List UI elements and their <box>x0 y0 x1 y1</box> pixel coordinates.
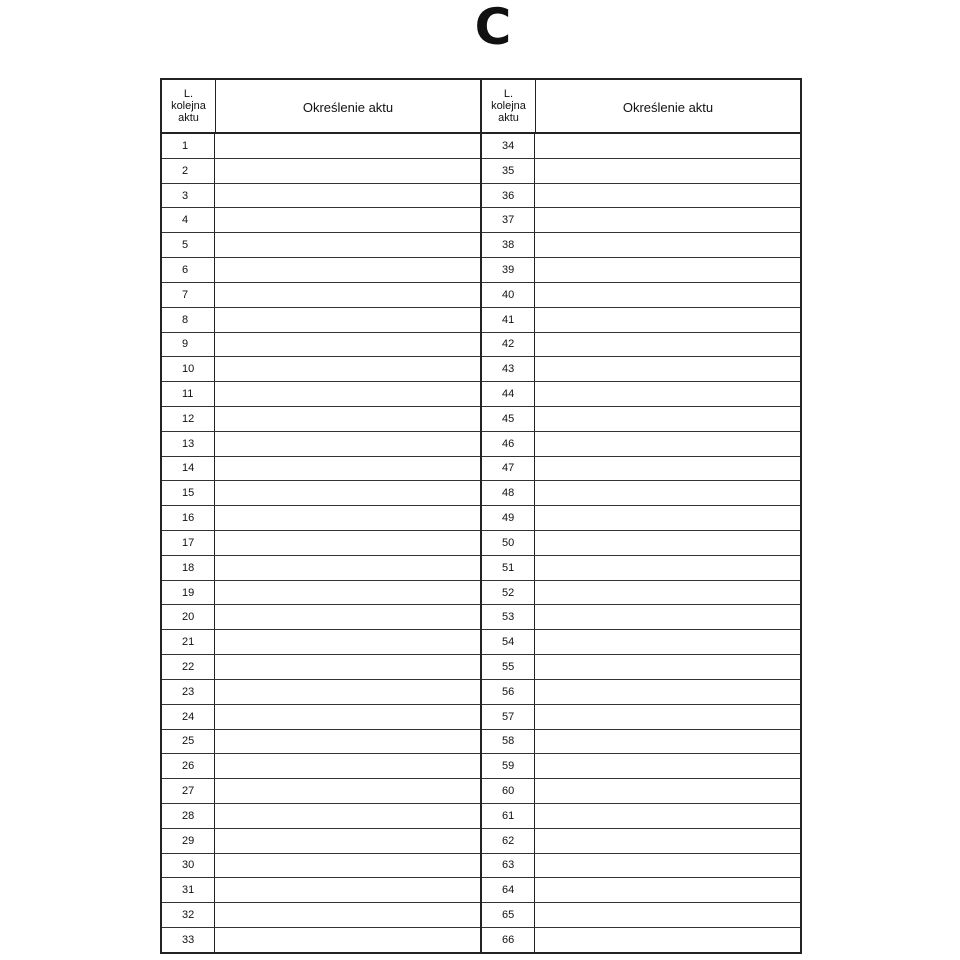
act-description-cell[interactable] <box>215 159 480 183</box>
act-description-cell[interactable] <box>535 357 800 381</box>
table-row <box>162 233 480 258</box>
act-number: 41 <box>482 308 535 332</box>
table-row <box>162 506 480 531</box>
table-row <box>162 680 480 705</box>
table-row <box>482 159 800 184</box>
act-description-cell[interactable] <box>215 928 480 952</box>
header-act-number <box>482 80 536 132</box>
act-description-cell[interactable] <box>535 531 800 555</box>
act-number: 25 <box>162 730 215 754</box>
table-row <box>162 333 480 358</box>
act-number: 16 <box>162 506 215 530</box>
act-number: 35 <box>482 159 535 183</box>
act-number: 61 <box>482 804 535 828</box>
act-number: 43 <box>482 357 535 381</box>
table-row <box>162 357 480 382</box>
act-description-cell[interactable] <box>215 581 480 605</box>
act-description-cell[interactable] <box>215 233 480 257</box>
act-number: 60 <box>482 779 535 803</box>
act-number: 53 <box>482 605 535 629</box>
act-description-cell[interactable] <box>535 829 800 853</box>
table-row <box>162 655 480 680</box>
act-description-cell[interactable] <box>535 556 800 580</box>
table-row <box>482 630 800 655</box>
act-description-cell[interactable] <box>535 754 800 778</box>
act-number: 7 <box>162 283 215 307</box>
act-number: 19 <box>162 581 215 605</box>
act-register-table <box>160 78 802 954</box>
act-number: 14 <box>162 457 215 481</box>
table-row <box>482 754 800 779</box>
act-description-cell[interactable] <box>215 457 480 481</box>
act-number: 34 <box>482 134 535 158</box>
act-number: 56 <box>482 680 535 704</box>
act-description-cell[interactable] <box>215 481 480 505</box>
act-number: 33 <box>162 928 215 952</box>
act-description-cell[interactable] <box>215 407 480 431</box>
table-row <box>162 581 480 606</box>
act-number: 47 <box>482 457 535 481</box>
header-act-number-line: aktu <box>498 112 519 124</box>
act-number: 37 <box>482 208 535 232</box>
act-number: 55 <box>482 655 535 679</box>
act-description-cell[interactable] <box>215 333 480 357</box>
left-rows <box>162 134 480 952</box>
table-row <box>482 705 800 730</box>
table-row <box>482 357 800 382</box>
header-act-number-line: L. <box>503 88 514 100</box>
act-description-cell[interactable] <box>215 630 480 654</box>
act-description-cell[interactable] <box>215 556 480 580</box>
act-description-cell[interactable] <box>215 655 480 679</box>
table-row <box>482 581 800 606</box>
table-row <box>482 481 800 506</box>
table-row <box>482 382 800 407</box>
act-number: 18 <box>162 556 215 580</box>
act-number: 36 <box>482 184 535 208</box>
table-row <box>482 457 800 482</box>
act-number: 3 <box>162 184 215 208</box>
table-row <box>162 407 480 432</box>
table-row <box>162 705 480 730</box>
register-right-column <box>480 80 800 952</box>
table-row <box>482 258 800 283</box>
table-row <box>482 655 800 680</box>
table-row <box>482 308 800 333</box>
act-description-cell[interactable] <box>215 432 480 456</box>
act-number: 15 <box>162 481 215 505</box>
act-number: 49 <box>482 506 535 530</box>
table-row <box>162 481 480 506</box>
act-number: 51 <box>482 556 535 580</box>
act-description-cell[interactable] <box>215 531 480 555</box>
act-number: 38 <box>482 233 535 257</box>
table-row <box>162 903 480 928</box>
act-number: 32 <box>162 903 215 927</box>
act-description-cell[interactable] <box>215 357 480 381</box>
act-number: 17 <box>162 531 215 555</box>
table-row <box>482 432 800 457</box>
act-description-cell[interactable] <box>215 184 480 208</box>
act-description-cell[interactable] <box>535 481 800 505</box>
act-description-cell[interactable] <box>215 134 480 158</box>
act-description-cell[interactable] <box>535 432 800 456</box>
act-description-cell[interactable] <box>215 680 480 704</box>
table-row <box>162 208 480 233</box>
table-row <box>482 556 800 581</box>
act-number: 42 <box>482 333 535 357</box>
act-number: 2 <box>162 159 215 183</box>
act-description-cell[interactable] <box>535 258 800 282</box>
act-number: 46 <box>482 432 535 456</box>
act-description-cell[interactable] <box>215 804 480 828</box>
table-row <box>162 854 480 879</box>
act-description-cell[interactable] <box>535 779 800 803</box>
act-description-cell[interactable] <box>535 233 800 257</box>
act-number: 1 <box>162 134 215 158</box>
act-description-cell[interactable] <box>535 506 800 530</box>
table-row <box>482 134 800 159</box>
table-row <box>162 432 480 457</box>
table-row <box>482 878 800 903</box>
act-description-cell[interactable] <box>535 854 800 878</box>
table-row <box>482 208 800 233</box>
act-number: 23 <box>162 680 215 704</box>
table-row <box>162 134 480 159</box>
act-description-cell[interactable] <box>535 705 800 729</box>
act-description-cell[interactable] <box>535 159 800 183</box>
act-description-cell[interactable] <box>215 779 480 803</box>
header-act-number-line: aktu <box>178 112 199 124</box>
right-rows <box>482 134 800 952</box>
table-row <box>482 605 800 630</box>
act-number: 50 <box>482 531 535 555</box>
act-description-cell[interactable] <box>535 605 800 629</box>
act-description-cell[interactable] <box>535 903 800 927</box>
act-description-cell[interactable] <box>215 208 480 232</box>
act-description-cell[interactable] <box>535 730 800 754</box>
act-number: 57 <box>482 705 535 729</box>
act-description-cell[interactable] <box>535 630 800 654</box>
act-number: 22 <box>162 655 215 679</box>
table-row <box>482 903 800 928</box>
act-number: 4 <box>162 208 215 232</box>
act-number: 11 <box>162 382 215 406</box>
act-number: 31 <box>162 878 215 902</box>
table-header <box>162 80 480 134</box>
table-row <box>482 779 800 804</box>
header-act-number-line: L. <box>183 88 194 100</box>
table-row <box>482 804 800 829</box>
act-number: 8 <box>162 308 215 332</box>
table-row <box>482 407 800 432</box>
act-description-cell[interactable] <box>215 308 480 332</box>
act-description-cell[interactable] <box>535 680 800 704</box>
header-act-number <box>162 80 216 132</box>
act-number: 64 <box>482 878 535 902</box>
act-number: 65 <box>482 903 535 927</box>
act-description-cell[interactable] <box>535 283 800 307</box>
table-row <box>162 779 480 804</box>
table-row <box>162 258 480 283</box>
act-description-cell[interactable] <box>535 655 800 679</box>
act-description-cell[interactable] <box>535 308 800 332</box>
act-description-cell[interactable] <box>535 804 800 828</box>
table-row <box>162 630 480 655</box>
table-row <box>482 233 800 258</box>
act-number: 58 <box>482 730 535 754</box>
act-description-cell[interactable] <box>215 705 480 729</box>
act-number: 44 <box>482 382 535 406</box>
act-number: 59 <box>482 754 535 778</box>
table-row <box>162 382 480 407</box>
table-row <box>482 854 800 879</box>
act-number: 27 <box>162 779 215 803</box>
act-number: 62 <box>482 829 535 853</box>
table-row <box>162 283 480 308</box>
act-number: 48 <box>482 481 535 505</box>
table-row <box>162 928 480 952</box>
register-left-column <box>162 80 480 952</box>
act-number: 40 <box>482 283 535 307</box>
act-description-cell[interactable] <box>215 283 480 307</box>
table-row <box>482 680 800 705</box>
act-number: 6 <box>162 258 215 282</box>
act-number: 29 <box>162 829 215 853</box>
act-number: 39 <box>482 258 535 282</box>
table-row <box>482 730 800 755</box>
header-act-description: Określenie aktu <box>302 100 394 115</box>
table-row <box>482 531 800 556</box>
act-description-cell[interactable] <box>215 854 480 878</box>
table-row <box>162 159 480 184</box>
act-description-cell[interactable] <box>215 730 480 754</box>
act-number: 26 <box>162 754 215 778</box>
header-act-number-line: kolejna <box>171 100 206 112</box>
table-row <box>162 457 480 482</box>
table-row <box>162 754 480 779</box>
act-number: 45 <box>482 407 535 431</box>
table-row <box>162 184 480 209</box>
act-number: 13 <box>162 432 215 456</box>
act-number: 21 <box>162 630 215 654</box>
act-number: 5 <box>162 233 215 257</box>
table-row <box>482 184 800 209</box>
table-row <box>162 878 480 903</box>
act-description-cell[interactable] <box>215 258 480 282</box>
act-description-cell[interactable] <box>215 382 480 406</box>
act-number: 20 <box>162 605 215 629</box>
act-description-cell[interactable] <box>535 457 800 481</box>
act-description-cell[interactable] <box>215 605 480 629</box>
header-act-number-line: kolejna <box>491 100 526 112</box>
act-number: 9 <box>162 333 215 357</box>
act-description-cell[interactable] <box>215 506 480 530</box>
act-description-cell[interactable] <box>215 829 480 853</box>
table-row <box>482 283 800 308</box>
act-description-cell[interactable] <box>535 184 800 208</box>
act-number: 24 <box>162 705 215 729</box>
table-row <box>162 804 480 829</box>
act-description-cell[interactable] <box>535 382 800 406</box>
act-number: 12 <box>162 407 215 431</box>
table-row <box>162 605 480 630</box>
table-header <box>482 80 800 134</box>
act-description-cell[interactable] <box>535 581 800 605</box>
act-description-cell[interactable] <box>535 928 800 952</box>
act-description-cell[interactable] <box>535 407 800 431</box>
act-description-cell[interactable] <box>535 134 800 158</box>
table-row <box>482 333 800 358</box>
act-number: 63 <box>482 854 535 878</box>
table-row <box>162 308 480 333</box>
table-row <box>162 730 480 755</box>
act-description-cell[interactable] <box>535 333 800 357</box>
act-number: 28 <box>162 804 215 828</box>
header-act-description: Określenie aktu <box>622 100 714 115</box>
act-description-cell[interactable] <box>535 878 800 902</box>
act-number: 10 <box>162 357 215 381</box>
act-number: 66 <box>482 928 535 952</box>
act-number: 54 <box>482 630 535 654</box>
act-description-cell[interactable] <box>215 903 480 927</box>
table-row <box>162 531 480 556</box>
table-row <box>162 829 480 854</box>
table-row <box>162 556 480 581</box>
act-number: 30 <box>162 854 215 878</box>
act-description-cell[interactable] <box>535 208 800 232</box>
act-description-cell[interactable] <box>215 878 480 902</box>
act-description-cell[interactable] <box>215 754 480 778</box>
table-row <box>482 829 800 854</box>
act-number: 52 <box>482 581 535 605</box>
form-letter: C <box>474 0 512 56</box>
table-row <box>482 928 800 952</box>
table-row <box>482 506 800 531</box>
